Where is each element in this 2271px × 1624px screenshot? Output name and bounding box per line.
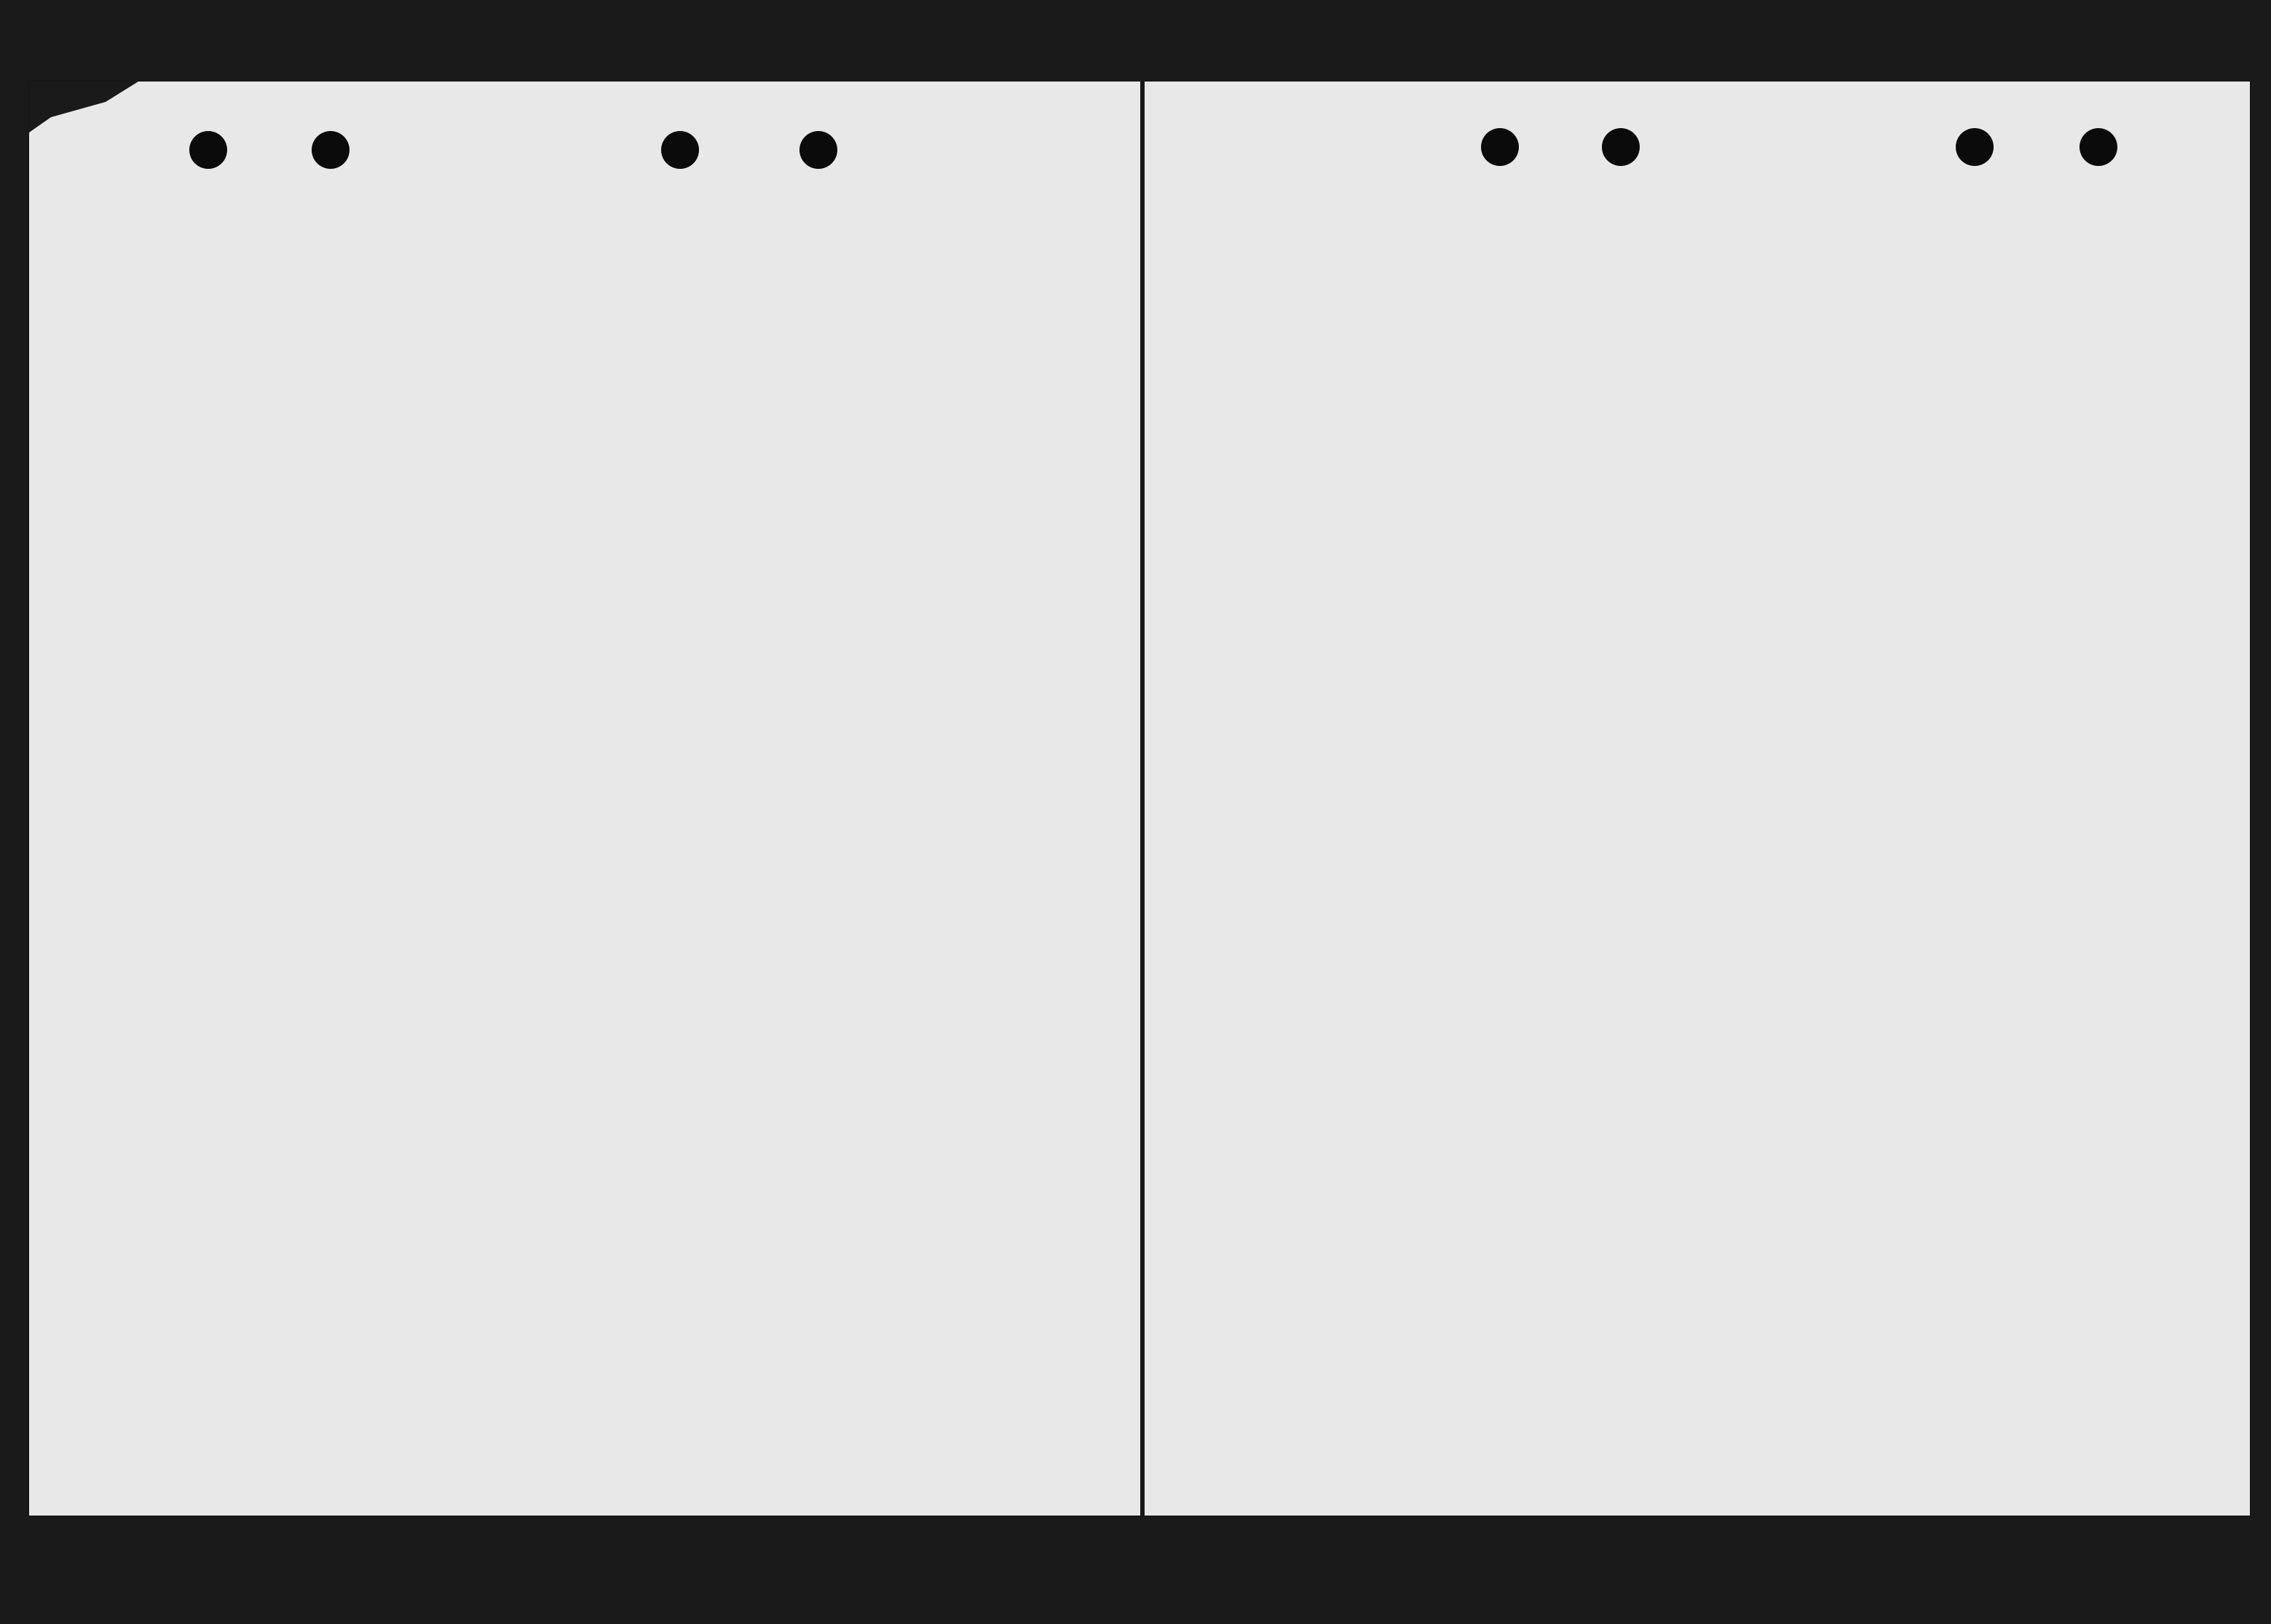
punch-hole — [1956, 128, 1994, 166]
punch-hole — [661, 131, 699, 169]
punch-hole — [2080, 128, 2117, 166]
torn-corner — [29, 82, 138, 132]
punch-hole — [799, 131, 837, 169]
punch-hole — [1481, 128, 1519, 166]
right-page — [1145, 82, 2250, 1516]
left-page — [29, 82, 1140, 1516]
punch-hole — [189, 131, 227, 169]
punch-hole — [312, 131, 349, 169]
punch-hole — [1602, 128, 1640, 166]
